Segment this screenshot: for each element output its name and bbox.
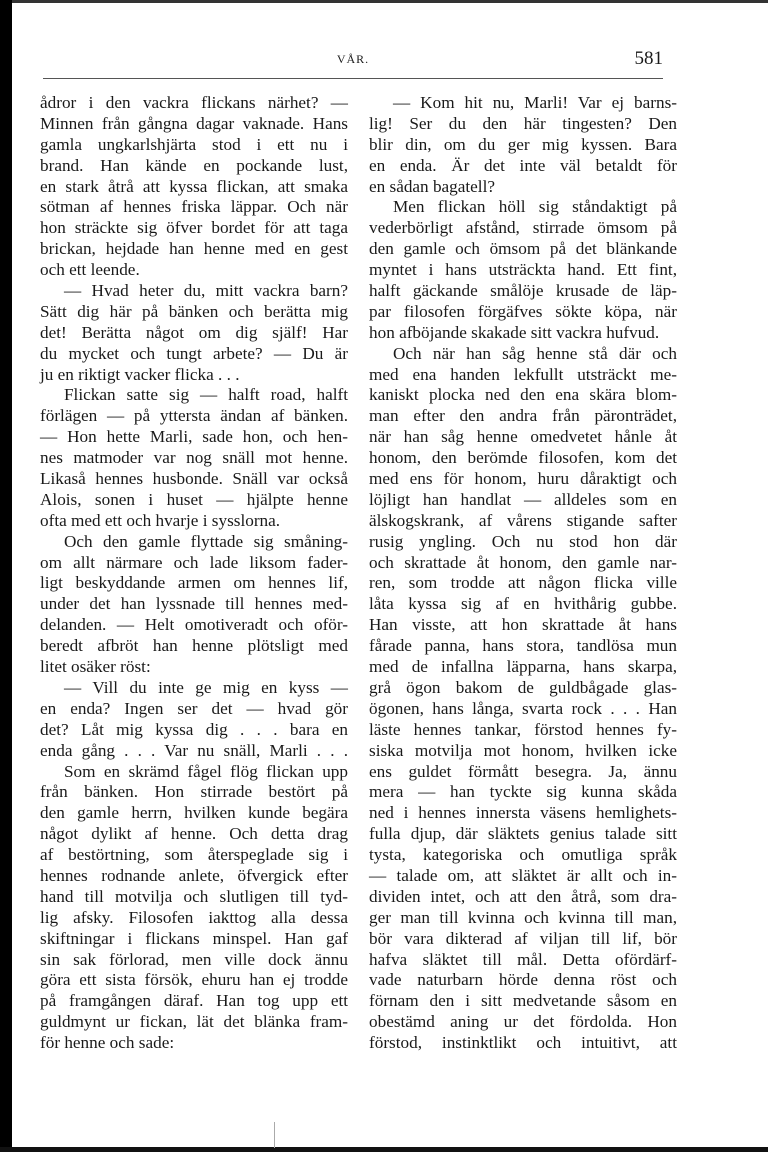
text-line: lig! Ser du den här tingesten? Den [369,113,677,133]
text-line: grå ögon bakom de guldbågade glas- [369,677,677,697]
text-line: — Hon hette Marli, sade hon, och hen- [40,427,348,447]
text-line: ådror i den vackra flickans närhet? — [40,93,348,112]
text-line: med ena handen lekfullt utsträckt me- [369,364,677,384]
scan-border-bottom [0,1147,768,1152]
text-line: det? Låt mig kyssa dig . . . bara en [40,719,348,739]
text-line: Och den gamle flyttade sig småning- [64,531,348,551]
text-line: gamla ungkarlshjärta stod i ett nu i [40,134,348,154]
text-line: obestämd aning ur det fördolda. Hon [369,1012,677,1032]
text-line: — Hvad heter du, mitt vackra barn? [64,281,348,301]
text-line: skiftningar i flickans minspel. Han gaf [40,928,348,948]
text-line: blir din, om du ger mig kyssen. Bara [369,134,677,154]
scan-border-top [12,0,768,3]
text-line: förstod, instinktlikt och intuitivt, att [369,1033,677,1053]
text-line: delanden. — Helt omotiveradt och oför- [40,615,348,635]
text-line: guldmynt ur fickan, lät det blänka fram- [40,1012,348,1032]
text-line: dividen intet, och att den åtrå, som dra- [369,886,677,906]
text-line: — Kom hit nu, Marli! Var ej barns- [393,93,677,112]
text-line: Han visste, att hon skrattade åt hans [369,615,677,635]
text-line: under det han lyssnade till hennes med- [40,594,348,614]
text-line: brickan, hejdade han henne med en gest [40,239,348,259]
text-line: och skrattade åt honom, den gamle nar- [369,552,677,572]
text-line: göra ett sista försök, ehuru han ej trodde [40,970,348,990]
text-line: ger man till kvinna och kvinna till man, [369,907,677,927]
text-line: beredt afbröt han henne plötsligt med [40,636,348,656]
text-line: på framgången däraf. Han tog upp ett [40,991,348,1011]
text-line: siska motvilja mot honom, hvilken icke [369,740,677,760]
text-line: en sådan bagatell? [369,176,495,196]
text-line: hennes rodnande anlete, öfvergick efter [40,865,348,885]
scan-border-left [0,0,12,1152]
text-line: fulla djup, där släktets genius talade sitt [369,824,677,844]
text-line: brand. Han kände en pockande lust, [40,155,348,175]
text-column-right [369,93,677,1054]
text-line: halft gäckande smålöje krusade de läp- [369,281,677,301]
text-line: enda gång . . . Var nu snäll, Marli . . . [40,740,348,760]
header-rule [43,78,663,79]
text-line: förlägen — på yttersta ändan af bänken. [40,406,348,426]
text-line: från bänken. Hon stirrade bestört på [40,782,348,802]
text-line: hand till motvilja och slutligen till tyd- [40,886,348,906]
text-line: ren, som trodde att någon flicka ville [369,573,677,593]
text-line: Sätt dig här på bänken och berätta mig [40,301,348,321]
text-line: för henne och sade: [40,1033,175,1053]
text-line: tysta, kategoriska och omutliga språk [369,845,677,865]
text-line: Flickan satte sig — halft road, halft [64,385,348,405]
text-line: hafva släktet till mål. Detta ofördärf- [369,949,677,969]
text-line: vederbörligt afstånd, stirrade ömsom på [369,218,677,238]
text-line: låta kyssa sig af en hvithårig gubbe. [369,594,677,614]
text-line: Minnen från gångna dagar vaknade. Hans [40,113,348,133]
text-line: honom, den berömde filosofen, kom det [369,448,677,468]
text-line: Som en skrämd fågel flög flickan upp [64,761,348,781]
text-line: ens guldet förmått besegra. Ja, ännu [369,761,677,781]
text-line: med de infallna läpparna, hans skarpa, [369,657,677,677]
text-line: en enda? Ingen ser det — hvad gör [40,698,348,718]
text-line: förnam den i sitt medvetande såsom en [369,991,677,1011]
text-line: myntet i hans utsträckta hand. Ett fint, [369,260,677,280]
text-line: mera — han tyckte sig kunna skåda [369,782,677,802]
text-line: ju en riktigt vacker flicka . . . [40,364,240,384]
text-line: hon sträckte sig öfver bordet för att taga [40,218,348,238]
running-title: VÅR. [336,52,370,66]
text-line: löjligt han handlat — alldeles som en [369,489,677,509]
text-line: hon afböjande skakade sitt vackra hufvud. [369,322,660,342]
text-line: den gamle herrn, hvilken kunde begära [40,803,348,823]
text-line: lig afsky. Filosofen iakttog alla dessa [40,907,348,927]
text-line: Men flickan höll sig ståndaktigt på [393,197,677,217]
text-line: — Vill du inte ge mig en kyss — [64,677,348,697]
text-line: ögonen, hans långa, svarta rock . . . Han [369,698,677,718]
text-column-left [40,93,348,1054]
text-line: älskogskrank, af vårens stigande safter [369,510,677,530]
text-line: rusig yngling. Och nu stod hon där [369,531,677,551]
text-line: Likaså hennes husbonde. Snäll var också [40,469,348,489]
text-line: sin sak förlorad, men ville dock ännu [40,949,348,969]
text-line: par filosofen förgäfves sökte köpa, när [369,301,677,321]
text-line: något dylikt af henne. Och detta drag [40,824,348,844]
text-line: det! Berätta något om dig själf! Har [40,322,348,342]
text-line: sötman af hennes friska läppar. Och när [40,197,348,217]
text-line: Och när han såg henne stå där och [393,343,677,363]
text-line: du mycket och tungt arbete? — Du är [40,343,348,363]
text-line: ofta med ett och hvarje i sysslorna. [40,510,281,530]
text-line: fårade panna, hans stora, tandlösa mun [369,636,677,656]
text-line: en stark åtrå att kyssa flickan, att smaka [40,176,348,196]
text-line: nes matmoder var nog snäll mot henne. [40,448,348,468]
text-line: man efter den andra från päronträdet, [369,406,677,426]
text-line: läste hennes tankar, förstod hennes fy- [369,719,677,739]
text-line: ned i hennes innersta väsens hemlighets- [369,803,677,823]
text-line: litet osäker röst: [40,657,151,677]
text-line: — talade om, att släktet är allt och in- [369,865,677,885]
text-line: om allt närmare och lade liksom fader- [40,552,348,572]
text-line: vade naturbarn hörde denna röst och [369,970,677,990]
text-line: en enda. Är det inte väl betaldt för [369,155,677,175]
text-line: med ens för honom, huru dåraktigt och [369,469,677,489]
scan-artifact-line [274,1122,275,1148]
page-number: 581 [634,48,663,69]
text-line: kaniskt plocka ned den ena skära blom- [369,385,677,405]
text-line: Alois, sonen i huset — hjälpte henne [40,489,348,509]
text-line: bör vara dikterad af viljan till lif, bör [369,928,677,948]
text-line: den gamle och ömsom på det blänkande [369,239,677,259]
text-line: af bestörtning, som återspeglade sig i [40,845,348,865]
text-line: och ett leende. [40,260,140,280]
text-line: ligt beskyddande armen om hennes lif, [40,573,348,593]
text-line: när han såg henne omedvetet hånle åt [369,427,677,447]
page-header [43,48,663,76]
